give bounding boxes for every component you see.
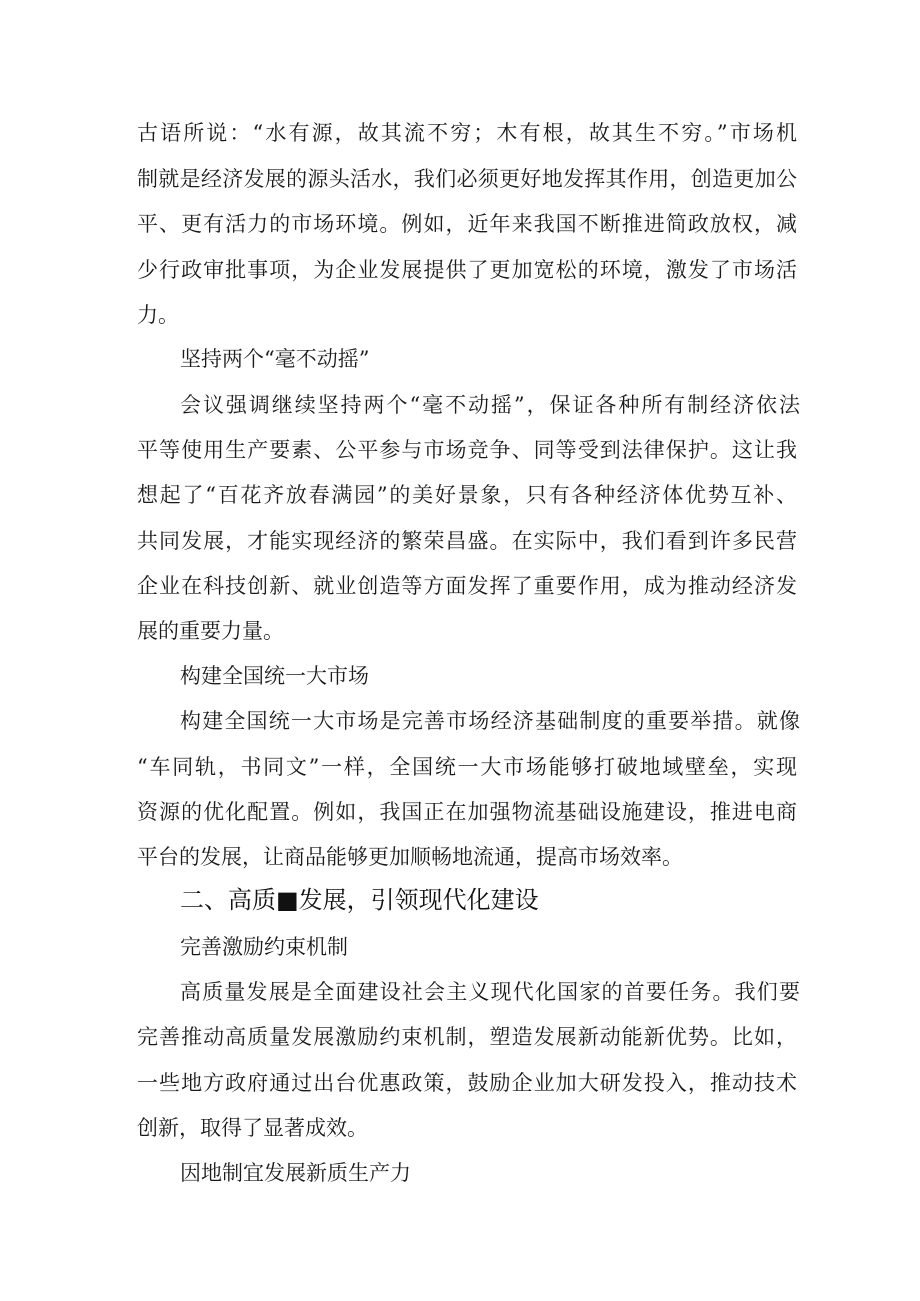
text-line: 展的重要力量。 [137, 619, 284, 643]
section-subtitle: 因地制宜发展新质生产力 [180, 1161, 411, 1185]
text-line: 平台的发展，让商品能够更加顺畅地流通，提高市场效率。 [137, 845, 683, 869]
text-line: 平等使用生产要素、公平参与市场竞争、同等受到法律保护。这让我 [137, 438, 797, 462]
text-line: 完善推动高质量发展激励约束机制，塑造发展新动能新优势。比如， [137, 1025, 797, 1049]
text-line: 平、更有活力的市场环境。例如，近年来我国不断推进简政放权，减 [137, 212, 797, 236]
text-line: 少行政审批事项，为企业发展提供了更加宽松的环境，激发了市场活 [137, 258, 797, 282]
section-subtitle: 完善激励约束机制 [180, 935, 348, 959]
text-line: “车同轨，书同文”一样，全国统一大市场能够打破地域壁垒，实现 [137, 755, 797, 779]
text-line: 制就是经济发展的源头活水，我们必须更好地发挥其作用，创造更加公 [137, 167, 797, 191]
text-line: 会议强调继续坚持两个“毫不动摇”，保证各种所有制经济依法 [180, 393, 800, 417]
text-line: 一些地方政府通过出台优惠政策，鼓励企业加大研发投入，推动技术 [137, 1071, 797, 1095]
text-line: 古语所说：“水有源，故其流不穷；木有根，故其生不穷。”市场机 [137, 121, 797, 145]
section-subtitle: 构建全国统一大市场 [180, 664, 369, 688]
text-line: 力。 [137, 303, 179, 327]
text-line: 构建全国统一大市场是完善市场经济基础制度的重要举措。就像 [180, 709, 800, 733]
text-line: 创新，取得了显著成效。 [137, 1116, 368, 1140]
text-line: 想起了“百花齐放春满园”的美好景象，只有各种经济体优势互补、 [137, 483, 797, 507]
text-line: 企业在科技创新、就业创造等方面发挥了重要作用，成为推动经济发 [137, 574, 797, 598]
section-heading: 二、高质■发展，引领现代化建设 [180, 886, 539, 914]
section-subtitle: 坚持两个“毫不动摇” [180, 347, 370, 371]
text-line: 高质量发展是全面建设社会主义现代化国家的首要任务。我们要 [180, 980, 800, 1004]
text-line: 资源的优化配置。例如，我国正在加强物流基础设施建设，推进电商 [137, 800, 797, 824]
text-line: 共同发展，才能实现经济的繁荣昌盛。在实际中，我们看到许多民营 [137, 529, 797, 553]
